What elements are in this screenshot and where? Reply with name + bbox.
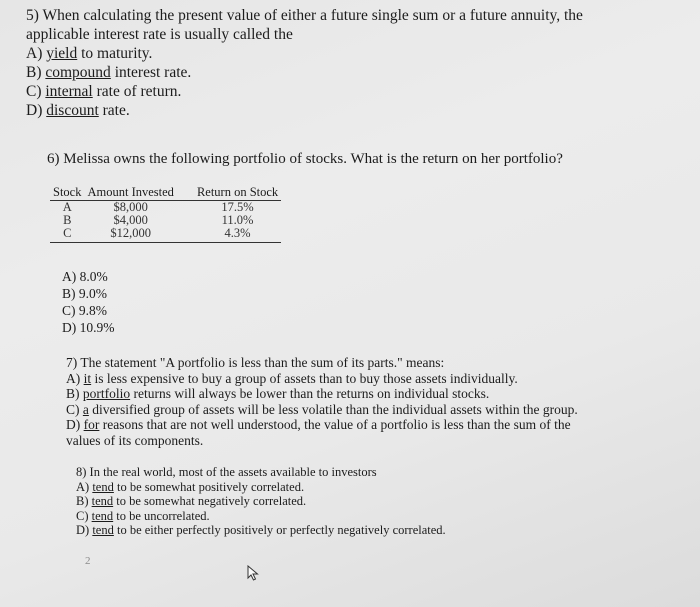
question-7 xyxy=(66,355,578,448)
table-header-amount: Amount Invested xyxy=(84,184,193,201)
table-cell-amount: $12,000 xyxy=(84,227,193,243)
question-5-option-b[interactable]: B) compound interest rate. xyxy=(26,64,192,81)
table-cell-stock: C xyxy=(50,227,84,243)
question-8-option-d[interactable]: D) tend to be either perfectly positively or perfectly negatively correlated. xyxy=(76,523,446,537)
question-6-option-b[interactable]: B) 9.0% xyxy=(62,286,107,301)
question-5-stem-line-1: 5) When calculating the present value of either a future single sum or a future annuity, the xyxy=(26,7,583,24)
table-cell-return: 4.3% xyxy=(194,227,281,243)
table-cell-stock: B xyxy=(63,213,72,227)
table-cell-stock: A xyxy=(62,200,72,214)
question-7-option-c[interactable]: C) a diversified group of assets will be less volatile than the individual assets within the group. xyxy=(66,401,578,417)
question-6-options xyxy=(62,268,115,336)
page-number: 2 xyxy=(85,555,91,567)
question-8 xyxy=(76,465,446,538)
question-5 xyxy=(26,6,583,120)
question-7-option-d[interactable]: D) for reasons that are not well understood, the value of a portfolio is less than the sum of the xyxy=(66,417,571,432)
table-row xyxy=(50,201,281,215)
question-5-option-c[interactable]: C) internal rate of return. xyxy=(26,83,182,100)
question-6-option-a[interactable]: A) 8.0% xyxy=(62,269,108,284)
question-8-option-a[interactable]: A) tend to be somewhat positively correlated. xyxy=(76,479,305,494)
table-header-stock: Stock xyxy=(50,184,84,201)
question-6-option-d[interactable]: D) 10.9% xyxy=(62,320,115,335)
question-5-stem-line-2: applicable interest rate is usually called the xyxy=(26,26,293,43)
question-5-option-a[interactable]: A) yield to maturity. xyxy=(26,45,153,62)
portfolio-table xyxy=(50,184,281,243)
table-header-return: Return on Stock xyxy=(194,184,281,201)
question-5-option-d[interactable]: D) discount rate. xyxy=(26,102,130,119)
table-row xyxy=(50,227,281,243)
mouse-pointer-icon xyxy=(247,565,261,581)
table-cell-return: 17.5% xyxy=(221,200,254,214)
question-7-option-d-continuation: values of its components. xyxy=(66,432,204,448)
question-8-option-c[interactable]: C) tend to be uncorrelated. xyxy=(76,508,210,523)
table-cell-return: 11.0% xyxy=(221,213,254,227)
question-7-option-b[interactable]: B) portfolio returns will always be lower than the returns on individual stocks. xyxy=(66,386,490,401)
table-cell-amount: $4,000 xyxy=(113,213,148,227)
question-6-stem: 6) Melissa owns the following portfolio of stocks. What is the return on her portfolio? xyxy=(47,151,563,167)
table-header-row xyxy=(50,184,281,201)
question-6-option-c[interactable]: C) 9.8% xyxy=(62,303,107,318)
question-7-option-a[interactable]: A) it is less expensive to buy a group of assets than to buy those assets individually. xyxy=(66,370,518,386)
table-cell-amount: $8,000 xyxy=(113,200,148,214)
question-7-stem: 7) The statement "A portfolio is less than the sum of its parts." means: xyxy=(66,355,445,370)
question-8-option-b[interactable]: B) tend to be somewhat negatively correlated. xyxy=(76,494,307,508)
question-8-stem: 8) In the real world, most of the assets available to investors xyxy=(76,465,377,479)
